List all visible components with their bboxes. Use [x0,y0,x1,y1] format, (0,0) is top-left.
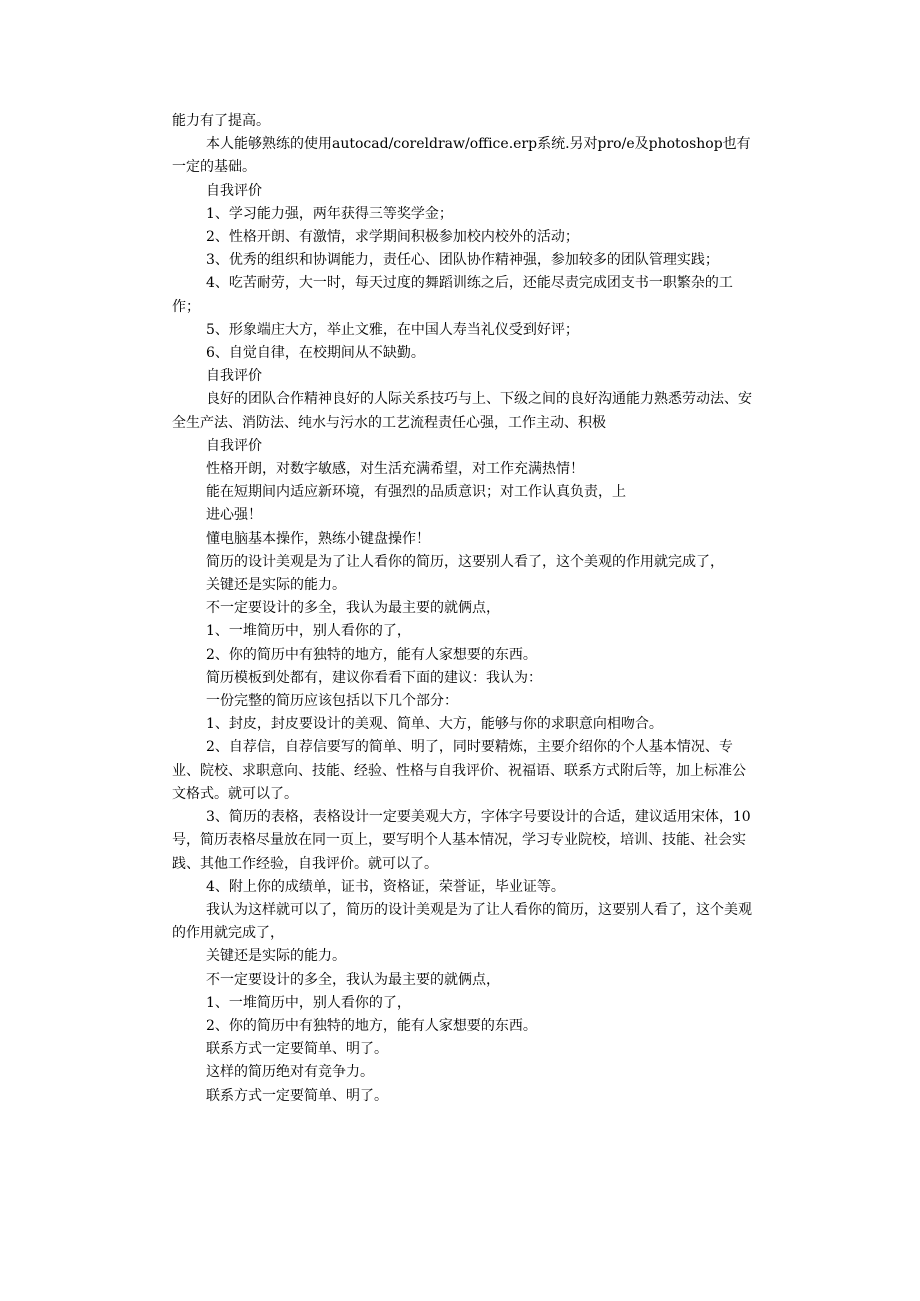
paragraph: 不一定要设计的多全，我认为最主要的就俩点， [206,971,500,988]
paragraph: 不一定要设计的多全，我认为最主要的就俩点， [206,600,500,617]
list-item: 2、你的简历中有独特的地方，能有人家想要的东西。 [206,1017,537,1034]
paragraph: 能在短期间内适应新环境，有强烈的品质意识；对工作认真负责，上 [206,484,626,501]
list-item: 1、学习能力强，两年获得三等奖学金； [206,205,453,222]
list-item: 1、封皮，封皮要设计的美观、简单、大方，能够与你的求职意向相吻合。 [206,716,663,733]
list-item: 2、你的简历中有独特的地方，能有人家想要的东西。 [206,646,537,663]
paragraph: 联系方式一定要简单、明了。 [206,1041,388,1058]
list-item: 2、性格开朗、有激情，求学期间积极参加校内校外的活动； [206,229,579,246]
paragraph: 关键还是实际的能力。 [206,577,346,594]
paragraph: 联系方式一定要简单、明了。 [206,1087,388,1104]
list-item: 1、一堆简历中，别人看你的了， [206,994,411,1011]
paragraph: 性格开朗，对数字敏感，对生活充满希望，对工作充满热情！ [206,461,584,478]
paragraph-software-skills: 本人能够熟练的使用autocad/coreldraw/office.erp系统.另对pro/e及photoshop也有一定的基础。 [172,136,751,176]
paragraph: 简历的设计美观是为了让人看你的简历，这要别人看了，这个美观的作用就完成了， [206,553,724,570]
list-item: 4、附上你的成绩单，证书，资格证，荣誉证，毕业证等。 [206,878,565,895]
list-item: 5、形象端庄大方，举止文雅，在中国人寿当礼仪受到好评； [206,321,579,338]
list-item: 1、一堆简历中，别人看你的了， [206,623,411,640]
paragraph: 这样的简历绝对有竞争力。 [206,1064,374,1081]
list-item: 4、吃苦耐劳，大一时，每天过度的舞蹈训练之后，还能尽责完成团支书一职繁杂的工作； [172,275,733,315]
section-heading-self-evaluation: 自我评价 [206,368,262,385]
paragraph-0: 能力有了提高。 [172,113,270,129]
list-item: 3、简历的表格，表格设计一定要美观大方，字体字号要设计的合适，建议适用宋体，10号，简历表格尽量放在同一页上，要写明个人基本情况，学习专业院校，培训、技能、社会实践、其他工作经验，自我评价。就可以了。 [172,809,751,872]
document-body [172,110,752,1108]
list-item: 6、自觉自律，在校期间从不缺勤。 [206,345,425,362]
list-item: 3、优秀的组织和协调能力，责任心、团队协作精神强，参加较多的团队管理实践； [206,252,719,269]
paragraph: 我认为这样就可以了，简历的设计美观是为了让人看你的简历，这要别人看了，这个美观的作用就完成了， [172,901,752,942]
paragraph: 进心强！ [206,507,262,524]
paragraph: 懂电脑基本操作，熟练小键盘操作！ [206,530,430,547]
section-heading-self-evaluation: 自我评价 [206,182,262,199]
paragraph: 关键还是实际的能力。 [206,948,346,965]
list-item: 2、自荐信，自荐信要写的简单、明了，同时要精炼，主要介绍你的个人基本情况、专业、院校、求职意向、技能、经验、性格与自我评价、祝福语、联系方式附后等，加上标准公文格式。就可以了。 [172,739,746,802]
paragraph: 一份完整的简历应该包括以下几个部分： [206,693,458,710]
section-heading-self-evaluation: 自我评价 [206,437,262,454]
paragraph: 良好的团队合作精神良好的人际关系技巧与上、下级之间的良好沟通能力熟悉劳动法、安全生产法、消防法、纯水与污水的工艺流程责任心强，工作主动、积极 [172,391,752,431]
paragraph: 简历模板到处都有，建议你看看下面的建议：我认为： [206,669,542,686]
